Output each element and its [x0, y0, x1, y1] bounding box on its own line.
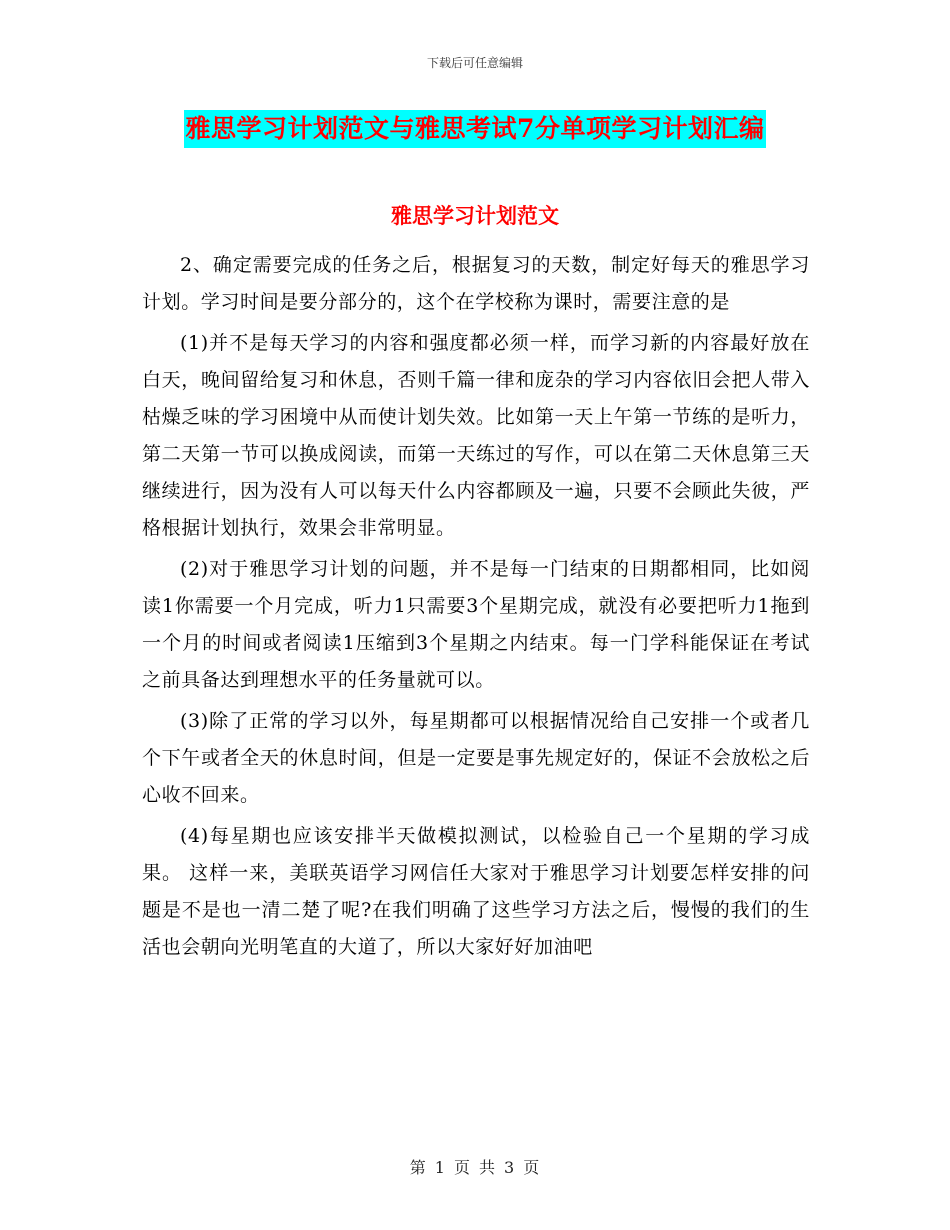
- page-footer: [0, 1155, 950, 1178]
- paragraph-point-3: (3)除了正常的学习以外，每星期都可以根据情况给自己安排一个或者几个下午或者全天的休息时间，但是一定要是事先规定好的，保证不会放松之后心收不回来。: [142, 710, 810, 806]
- paragraph-point-4: (4)每星期也应该安排半天做模拟测试，以检验自己一个星期的学习成果。 这样一来，美联英语学习网信任大家对于雅思学习计划要怎样安排的问题是不是也一清二楚了呢?在我们明确了这些学习方法之后，慢慢的我们的生活也会朝向光明笔直的大道了，所以大家好好加油吧: [142, 825, 810, 958]
- section-title: 雅思学习计划范文: [391, 203, 559, 228]
- footer-current-page: 1: [434, 1158, 446, 1177]
- document-body: [142, 247, 810, 970]
- paragraph-task-schedule: 2、确定需要完成的任务之后，根据复习的天数，制定好每天的雅思学习计划。学习时间是要分部分的，这个在学校称为课时，需要注意的是: [142, 254, 810, 313]
- footer-total-pages: 3: [504, 1158, 516, 1177]
- paragraph-point-1: (1)并不是每天学习的内容和强度都必须一样，而学习新的内容最好放在白天，晚间留给复习和休息，否则千篇一律和庞杂的学习内容依旧会把人带入枯燥乏味的学习困境中从而使计划失效。比如第一天上午第一节练的是听力，第二天第一节可以换成阅读，而第一天练过的写作，可以在第二天休息第三天继续进行，因为没有人可以每天什么内容都顾及一遍，只要不会顾此失彼，严格根据计划执行，效果会非常明显。: [142, 332, 810, 539]
- footer-suffix: 页: [523, 1158, 541, 1177]
- document-title-container: [0, 110, 950, 148]
- paragraph-point-2: (2)对于雅思学习计划的问题，并不是每一门结束的日期都相同，比如阅读1你需要一个月完成，听力1只需要3个星期完成，就没有必要把听力1拖到一个月的时间或者阅读1压缩到3个星期之内结束。每一门学科能保证在考试之前具备达到理想水平的任务量就可以。: [142, 558, 810, 691]
- document-title: 雅思学习计划范文与雅思考试7分单项学习计划汇编: [184, 110, 767, 148]
- page-header-note: 下载后可任意编辑: [426, 56, 523, 70]
- footer-total-label: 共: [479, 1158, 497, 1177]
- footer-prefix: 第: [409, 1158, 427, 1177]
- footer-middle: 页: [453, 1158, 471, 1177]
